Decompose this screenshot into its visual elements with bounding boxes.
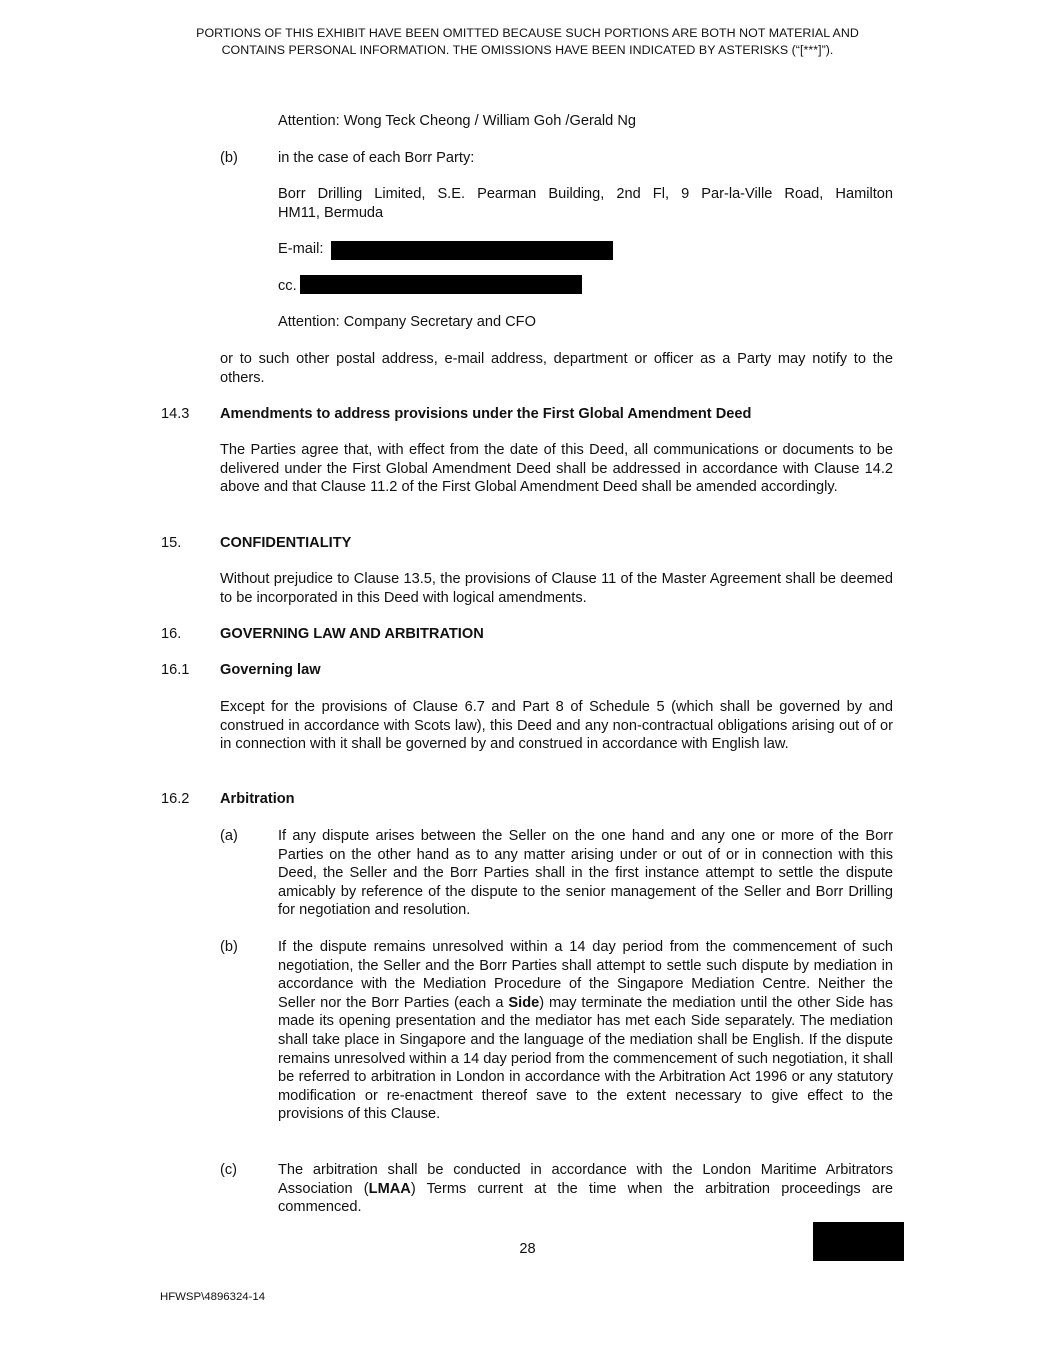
item-label-a: (a): [220, 828, 238, 844]
redacted-cc-block: [300, 275, 582, 294]
clause-16-2-b-part-1: If the dispute remains unresolved within a 14 day period from the commencement of such negotiation, the Seller and the Borr Parties shall attempt to settle such dispute by mediation in accordance with the Mediation Procedure of the Singapore Mediation Centre. Neither the Seller nor the Borr Parties (each a: [278, 939, 893, 1011]
redacted-footer-block: [813, 1222, 904, 1261]
defined-term-side: Side: [508, 994, 540, 1011]
clause-14-3-heading: Amendments to address provisions under the First Global Amendment Deed: [220, 406, 752, 422]
defined-term-lmaa: LMAA: [368, 1180, 411, 1197]
email-label: E-mail:: [278, 241, 324, 257]
cc-label: cc.: [278, 278, 297, 294]
clause-16-2-number: 16.2: [161, 791, 190, 807]
clause-16-2-c-part-1: The arbitration shall be conducted in accordance with the London Maritime Arbitrators Association (: [278, 1162, 893, 1197]
clause-16-heading: GOVERNING LAW AND ARBITRATION: [220, 626, 484, 642]
clause-16-1-body: Except for the provisions of Clause 6.7 and Part 8 of Schedule 5 (which shall be governed by and construed in accordance with Scots law), this Deed and any non-contractual obligations arising out of or in connection with it shall be governed by and construed in accordance with English law.: [220, 699, 893, 753]
clause-16-2-a-text: If any dispute arises between the Seller on the one hand and any one or more of the Borr Parties on the other hand as to any matter arising under or out of or in connection with this Deed, the Seller and the Borr Parties shall in the first instance attempt to settle the dispute amicably by reference of the dispute to the senior management of the Seller and Borr Drilling for negotiation and resolution.: [278, 828, 893, 919]
clause-16-number: 16.: [161, 626, 182, 642]
document-reference: HFWSP\4896324-14: [160, 1291, 266, 1303]
clause-16-2-c-part-2: ) Terms current at the time when the arbitration proceedings are commenced.: [278, 1180, 893, 1216]
borr-party-intro: in the case of each Borr Party:: [278, 150, 475, 166]
clause-14-3-number: 14.3: [161, 406, 190, 422]
attention-line-seller: Attention: Wong Teck Cheong / William Goh /Gerald Ng: [278, 113, 636, 129]
clause-15-body: Without prejudice to Clause 13.5, the provisions of Clause 11 of the Master Agreement shall be deemed to be incorporated in this Deed with logical amendments.: [220, 571, 893, 606]
clause-16-1-heading: Governing law: [220, 662, 321, 678]
clause-14-3-body: The Parties agree that, with effect from the date of this Deed, all communications or documents to be delivered under the First Global Amendment Deed shall be addressed in accordance with Clause 14.2 above and that Clause 11.2 of the First Global Amendment Deed shall be amended accordingly.: [220, 442, 893, 496]
page-number: 28: [519, 1241, 536, 1257]
clause-16-2-c-text: [278, 1161, 893, 1217]
attention-line-borr: Attention: Company Secretary and CFO: [278, 314, 536, 330]
disclaimer-line-1: PORTIONS OF THIS EXHIBIT HAVE BEEN OMITTED BECAUSE SUCH PORTIONS ARE BOTH NOT MATERIAL AND: [196, 26, 859, 40]
clause-16-2-heading: Arbitration: [220, 791, 295, 807]
notices-closing-paragraph: or to such other postal address, e-mail address, department or officer as a Party may notify to the others.: [220, 351, 893, 386]
clause-16-2-b-text: [278, 938, 893, 1124]
disclaimer-line-2: CONTAINS PERSONAL INFORMATION. THE OMISSIONS HAVE BEEN INDICATED BY ASTERISKS (“[***]”).: [221, 42, 834, 57]
item-label-b: (b): [220, 150, 238, 166]
item-label-c: (c): [220, 1162, 238, 1178]
redacted-email-block: [331, 241, 613, 260]
omission-disclaimer: [0, 25, 1055, 58]
item-label-b-arbitration: (b): [220, 939, 238, 955]
borr-address-line-2: HM11, Bermuda: [278, 204, 384, 221]
clause-15-heading: CONFIDENTIALITY: [220, 535, 352, 551]
borr-address-line-1: Borr Drilling Limited, S.E. Pearman Building, 2nd Fl, 9 Par-la-Ville Road, Hamilton: [278, 186, 893, 202]
clause-16-2-b-part-2: ) may terminate the mediation until the other Side has made its opening presentation and the mediator has met each Side separately. The mediation shall take place in Singapore and the language of the mediation shall be English. If the dispute remains unresolved within a 14 day period from the commencement of such negotiation, it shall be referred to arbitration in London in accordance with the Arbitration Act 1996 or any statutory modification or re-enactment thereof save to the extent necessary to give effect to the provisions of this Clause.: [278, 994, 893, 1123]
clause-15-number: 15.: [161, 535, 182, 551]
borr-address: [278, 185, 893, 222]
clause-16-1-number: 16.1: [161, 662, 190, 678]
